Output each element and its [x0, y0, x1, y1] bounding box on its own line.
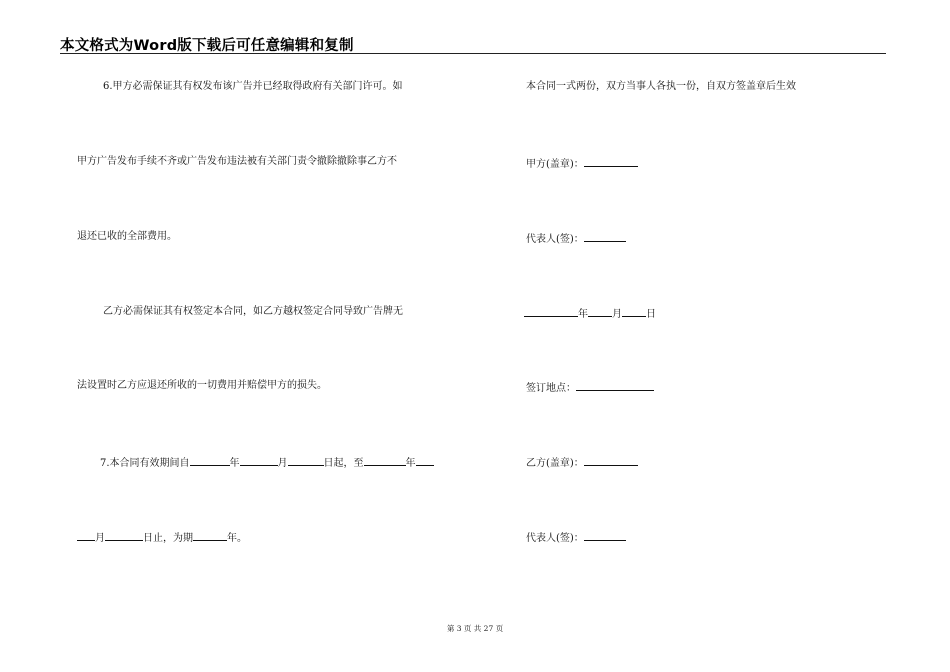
clause-6-line-3: 退还已收的全部费用。 [77, 231, 177, 242]
sign-year-label: 年 [578, 309, 588, 320]
sign-month-blank [588, 306, 612, 317]
party-b-guarantee-line-1: 乙方必需保证其有权签定本合同，如乙方越权签定合同导致广告牌无 [103, 306, 403, 317]
copies-clause: 本合同一式两份，双方当事人各执一份，自双方签盖章后生效 [526, 81, 796, 92]
blank-end-month-part [416, 455, 434, 466]
document-header-title: 本文格式为Word版下载后可任意编辑和复制 [60, 38, 354, 54]
signing-place-row [526, 380, 654, 395]
header-divider [60, 53, 886, 54]
clause-7-line-2 [77, 530, 247, 545]
signing-place-label: 签订地点： [526, 383, 576, 394]
blank-start-year [190, 455, 230, 466]
signing-date-row [524, 306, 656, 321]
party-a-seal-blank [584, 156, 638, 167]
year-label: 年 [405, 458, 416, 469]
blank-end-month [77, 530, 95, 541]
party-b-representative-row [526, 530, 626, 545]
clause-6-line-2: 甲方广告发布手续不齐或广告发布违法被有关部门责令撤除撤除事乙方不 [77, 156, 397, 167]
party-b-seal-row [526, 455, 638, 470]
page-number: 第 3 页 共 27 页 [446, 624, 504, 633]
party-a-seal-row [526, 156, 638, 171]
blank-start-day [288, 455, 324, 466]
party-b-seal-label: 乙方(盖章)： [526, 458, 584, 469]
signing-place-blank [576, 380, 654, 391]
sign-month-label: 月 [612, 309, 622, 320]
party-b-guarantee-line-2: 法设置时乙方应退还所收的一切费用并赔偿甲方的损失。 [77, 380, 327, 391]
month-label: 月 [95, 533, 105, 544]
day-end-text: 日止，为期 [143, 533, 193, 544]
representative-label: 代表人(签)： [526, 234, 584, 245]
month-label: 月 [277, 458, 288, 469]
clause-6-line-1: 6.甲方必需保证其有权发布该广告并已经取得政府有关部门许可。如 [103, 81, 403, 92]
party-a-representative-row [526, 231, 626, 246]
blank-end-day [105, 530, 143, 541]
clause-7-line-1 [100, 455, 434, 470]
years-label: 年。 [227, 533, 247, 544]
party-a-seal-label: 甲方(盖章)： [526, 159, 584, 170]
blank-end-year [364, 455, 406, 466]
blank-start-month [240, 455, 278, 466]
day-to-text: 日起，至 [323, 458, 364, 469]
clause-7-start-text: 7.本合同有效期间自 [100, 458, 190, 469]
year-label: 年 [229, 458, 240, 469]
party-a-representative-blank [584, 231, 626, 242]
sign-day-blank [622, 306, 646, 317]
party-b-representative-blank [584, 530, 626, 541]
blank-duration-years [193, 530, 227, 541]
party-b-seal-blank [584, 455, 638, 466]
sign-year-blank [524, 306, 578, 317]
representative-label: 代表人(签)： [526, 533, 584, 544]
sign-day-label: 日 [646, 309, 656, 320]
